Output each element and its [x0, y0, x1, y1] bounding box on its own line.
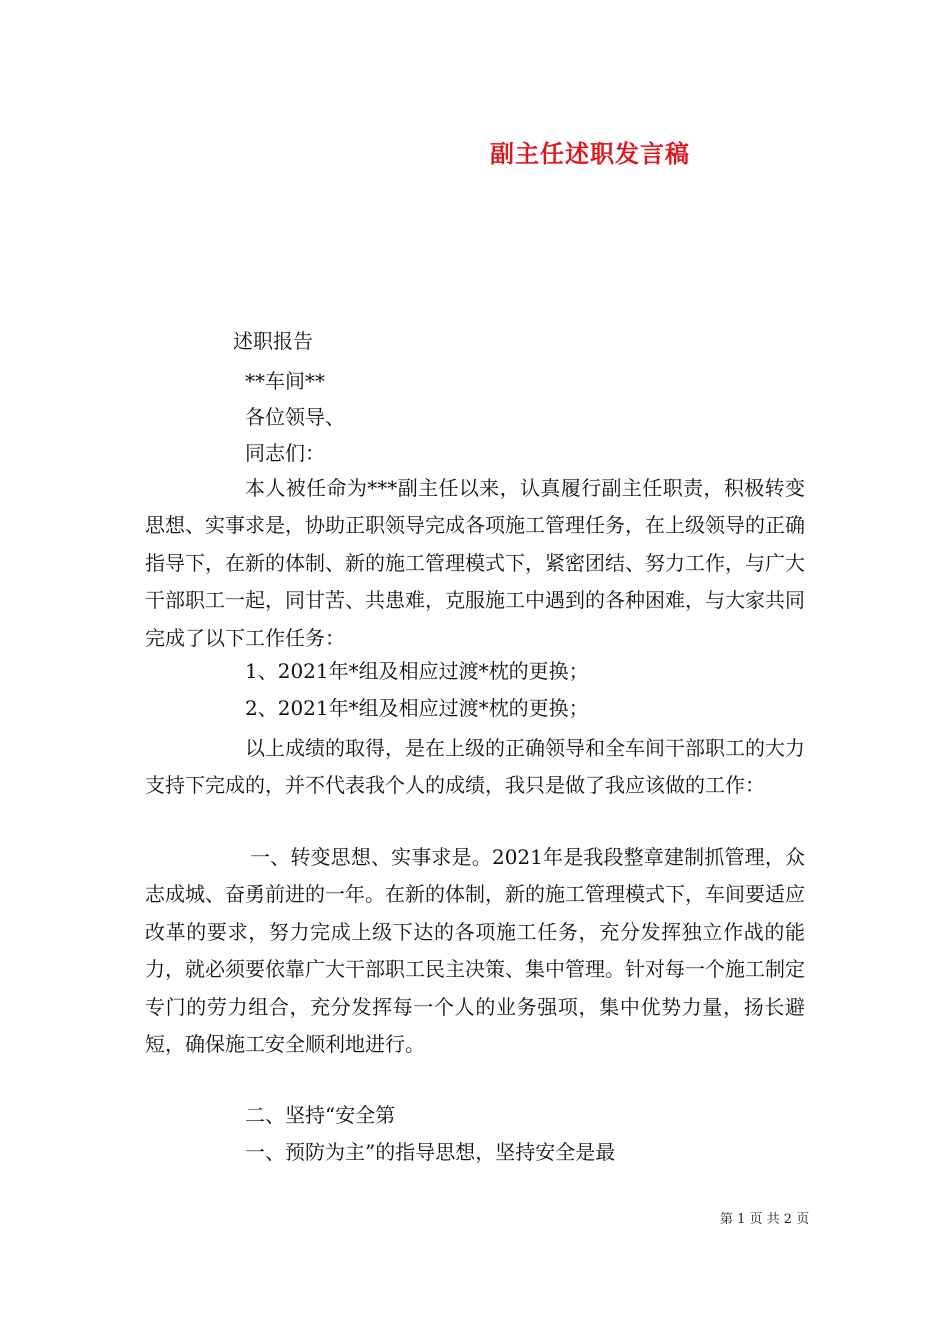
- section-2-line-2: 一、预防为主”的指导思想，坚持安全是最: [245, 1140, 616, 1164]
- section-2-line-1: 二、坚持“安全第: [245, 1103, 396, 1127]
- paragraph-achievements: 以上成绩的取得，是在上级的正确领导和全车间干部职工的大力支持下完成的，并不代表我个人的成绩，我只是做了我应该做的工作：: [145, 736, 805, 798]
- greeting-leaders: 各位领导、: [245, 405, 345, 429]
- document-title: 副主任述职发言稿: [490, 140, 690, 168]
- page-footer: 第 1 页 共 2 页: [720, 1212, 810, 1227]
- paragraph-section-1: 一、转变思想、实事求是。2021年是我段整章建制抓管理，众志成城、奋勇前进的一年。在新的体制，新的施工管理模式下，车间要适应改革的要求，努力完成上级下达的各项施工任务，充分发挥独立作战的能力，就必须要依靠广大干部职工民主决策、集中管理。针对每一个施工制定专门的劳力组合，充分发挥每一个人的业务强项，集中优势力量，扬长避短，确保施工安全顺利地进行。: [145, 845, 805, 1057]
- report-heading: 述职报告: [233, 329, 313, 353]
- task-item-1: 1、2021年*组及相应过渡*枕的更换；: [245, 659, 589, 683]
- unit-name: **车间**: [245, 369, 325, 393]
- paragraph-intro: 本人被任命为***副主任以来，认真履行副主任职责，积极转变思想、实事求是，协助正职领导完成各项施工管理任务，在上级领导的正确指导下，在新的体制、新的施工管理模式下，紧密团结、努力工作，与广大干部职工一起，同甘苦、共患难，克服施工中遇到的各种困难，与大家共同完成了以下工作任务：: [145, 476, 805, 650]
- greeting-comrades: 同志们：: [245, 441, 325, 465]
- task-item-2: 2、2021年*组及相应过渡*枕的更换；: [245, 696, 589, 720]
